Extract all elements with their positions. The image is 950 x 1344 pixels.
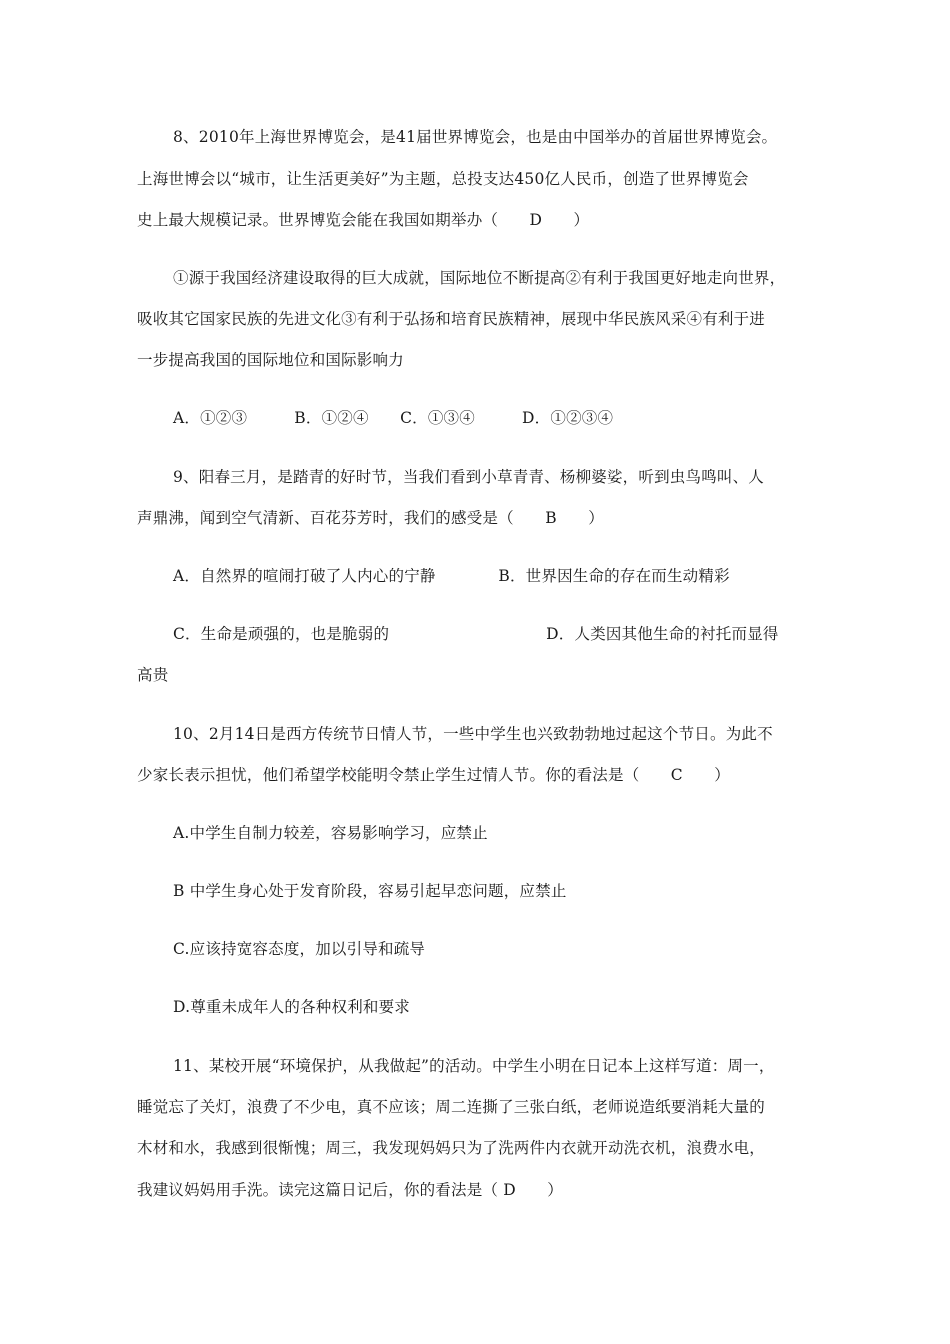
question-9-stem-line-1: 9、阳春三月，是踏青的好时节，当我们看到小草青青、杨柳婆娑，听到虫鸟鸣叫、人 (173, 468, 764, 486)
question-8-options: A．①②③ B．①②④ C．①③④ D．①②③④ (173, 409, 614, 427)
question-10-option-b: B 中学生身心处于发育阶段，容易引起早恋问题，应禁止 (173, 882, 567, 900)
question-10-stem-line-1: 10、2月14日是西方传统节日情人节，一些中学生也兴致勃勃地过起这个节日。为此不 (173, 725, 773, 743)
question-8-statement-line-2: 吸收其它国家民族的先进文化③有利于弘扬和培育民族精神，展现中华民族风采④有利于进 (137, 310, 766, 328)
question-9-stem-line-2: 声鼎沸，闻到空气清新、百花芬芳时，我们的感受是（ B ） (137, 509, 604, 527)
question-9-option-c-d: C．生命是顽强的，也是脆弱的 D．人类因其他生命的衬托而显得 (173, 625, 779, 643)
question-10-option-a: A.中学生自制力较差，容易影响学习，应禁止 (173, 824, 488, 842)
question-8-stem-line-2: 上海世博会以“城市，让生活更美好”为主题，总投支达450亿人民币，创造了世界博览会 (137, 170, 749, 188)
question-11-stem-line-1: 11、某校开展“环境保护，从我做起”的活动。中学生小明在日记本上这样写道：周一， (173, 1057, 775, 1075)
question-8-statement-line-1: ①源于我国经济建设取得的巨大成就，国际地位不断提高②有利于我国更好地走向世界， (173, 269, 786, 287)
question-9-option-d-continued: 高贵 (137, 666, 169, 684)
question-10-option-d: D.尊重未成年人的各种权利和要求 (173, 998, 411, 1016)
question-11-stem-line-4: 我建议妈妈用手洗。读完这篇日记后，你的看法是（ D ） (137, 1181, 563, 1199)
question-8-stem-line-1: 8、2010年上海世界博览会，是41届世界博览会，也是由中国举办的首届世界博览会。 (173, 128, 778, 146)
question-8-stem-line-3: 史上最大规模记录。世界博览会能在我国如期举办（ D ） (137, 211, 590, 229)
question-8-statement-line-3: 一步提高我国的国际地位和国际影响力 (137, 351, 404, 369)
question-11-stem-line-2: 睡觉忘了关灯，浪费了不少电，真不应该；周二连撕了三张白纸，老师说造纸要消耗大量的 (137, 1098, 766, 1116)
question-10-stem-line-2: 少家长表示担忧，他们希望学校能明令禁止学生过情人节。你的看法是（ C ） (137, 766, 730, 784)
question-9-option-a-b: A．自然界的喧闹打破了人内心的宁静 B．世界因生命的存在而生动精彩 (173, 567, 730, 585)
question-10-option-c: C.应该持宽容态度，加以引导和疏导 (173, 940, 426, 958)
question-11-stem-line-3: 木材和水，我感到很惭愧；周三，我发现妈妈只为了洗两件内衣就开动洗衣机，浪费水电， (137, 1139, 766, 1157)
